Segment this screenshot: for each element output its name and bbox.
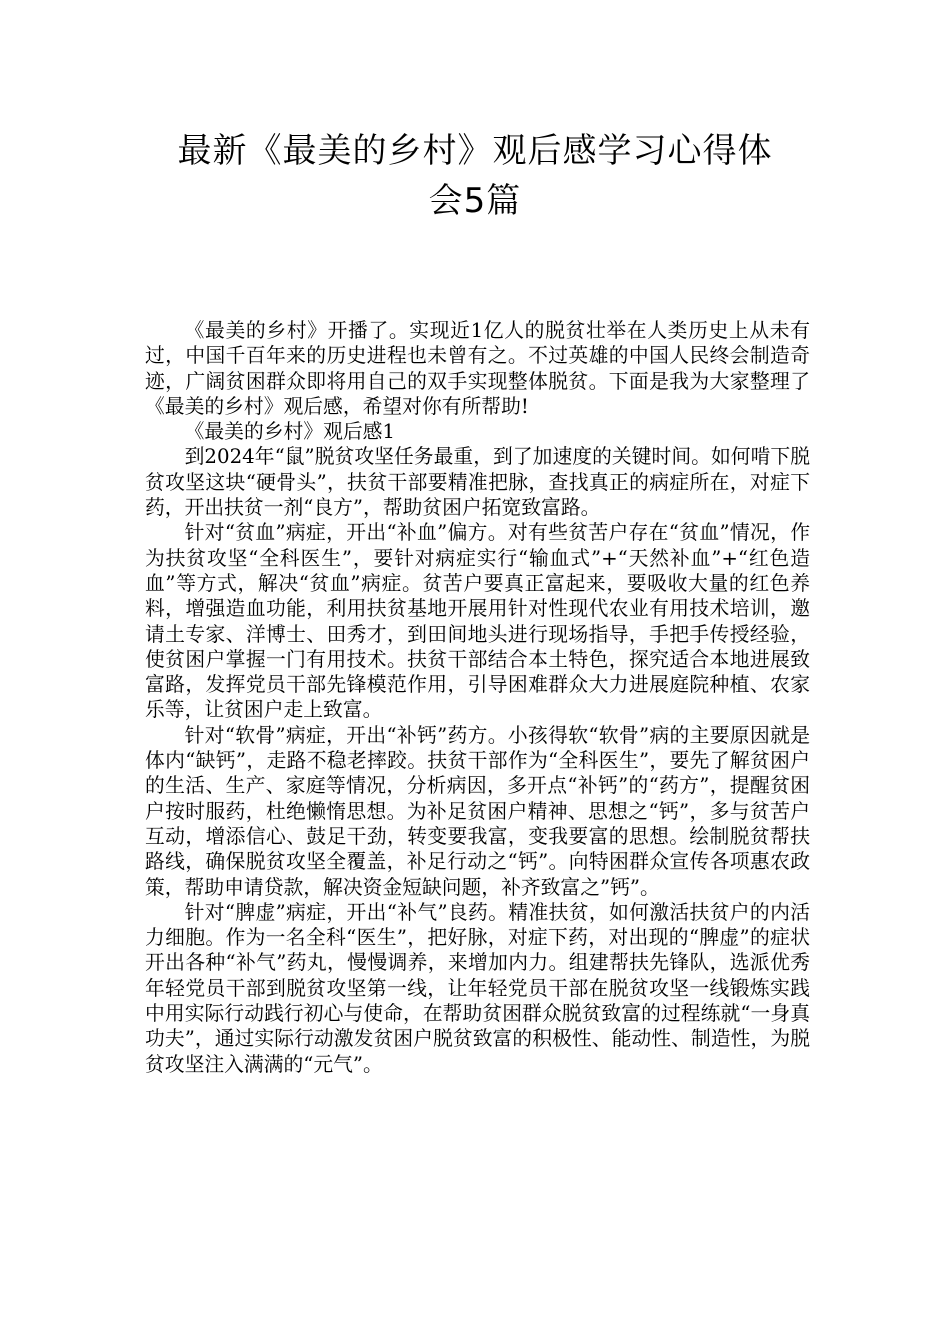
document-title [100,126,850,226]
body-paragraph: 到2024年“鼠”脱贫攻坚任务最重，到了加速度的关键时间。如何啃下脱贫攻坚这块“硬骨头”，扶贫干部要精准把脉，查找真正的病症所在，对症下药，开出扶贫一剂“良方”，帮助贫困户拓宽致富路。 [145,445,810,520]
body-paragraph: 针对“贫血”病症，开出“补血”偏方。对有些贫苦户存在“贫血”情况，作为扶贫攻坚“全科医生”，要针对病症实行“输血式”+“天然补血”+“红色造血”等方式，解决“贫血”病症。贫苦户要真正富起来，要吸收大量的红色养料，增强造血功能，利用扶贫基地开展用针对性现代农业有用技术培训，邀请土专家、洋博士、田秀才，到田间地头进行现场指导，手把手传授经验，使贫困户掌握一门有用技术。扶贫干部结合本土特色，探究适合本地进展致富路，发挥党员干部先锋模范作用，引导困难群众大力进展庭院种植、农家乐等，让贫困户走上致富。 [145,521,810,722]
title-line-2: 会5篇 [428,181,522,221]
document-body [145,318,810,1077]
body-paragraph: 针对“脾虚”病症，开出“补气”良药。精准扶贫，如何激活扶贫户的内活力细胞。作为一名全科“医生”，把好脉，对症下药，对出现的“脾虚”的症状开出各种“补气”药丸，慢慢调养，来增加内力。组建帮扶先锋队，选派优秀年轻党员干部到脱贫攻坚第一线，让年轻党员干部在脱贫攻坚一线锻炼实践中用实际行动践行初心与使命，在帮助贫困群众脱贫致富的过程练就“一身真功夫”，通过实际行动激发贫困户脱贫致富的积极性、能动性、制造性，为脱贫攻坚注入满满的“元气”。 [145,900,810,1076]
section-heading-1: 《最美的乡村》观后感1 [184,420,395,444]
intro-paragraph: 《最美的乡村》开播了。实现近1亿人的脱贫壮举在人类历史上从未有过，中国千百年来的历史进程也未曾有之。不过英雄的中国人民终会制造奇迹，广阔贫困群众即将用自己的双手实现整体脱贫。下面是我为大家整理了《最美的乡村》观后感，希望对你有所帮助! [145,319,810,418]
body-paragraph: 针对“软骨”病症，开出“补钙”药方。小孩得软“软骨”病的主要原因就是体内“缺钙”，走路不稳老摔跤。扶贫干部作为“全科医生”，要先了解贫困户的生活、生产、家庭等情况，分析病因，多开点“补钙”的“药方”，提醒贫困户按时服药，杜绝懒惰思想。为补足贫困户精神、思想之“钙”，多与贫苦户互动，增添信心、鼓足干劲，转变要我富，变我要富的思想。绘制脱贫帮扶路线，确保脱贫攻坚全覆盖，补足行动之“钙”。向特困群众宣传各项惠农政策，帮助申请贷款，解决资金短缺问题，补齐致富之”钙”。 [145,723,810,899]
title-line-1: 最新《最美的乡村》观后感学习心得体 [177,131,773,171]
